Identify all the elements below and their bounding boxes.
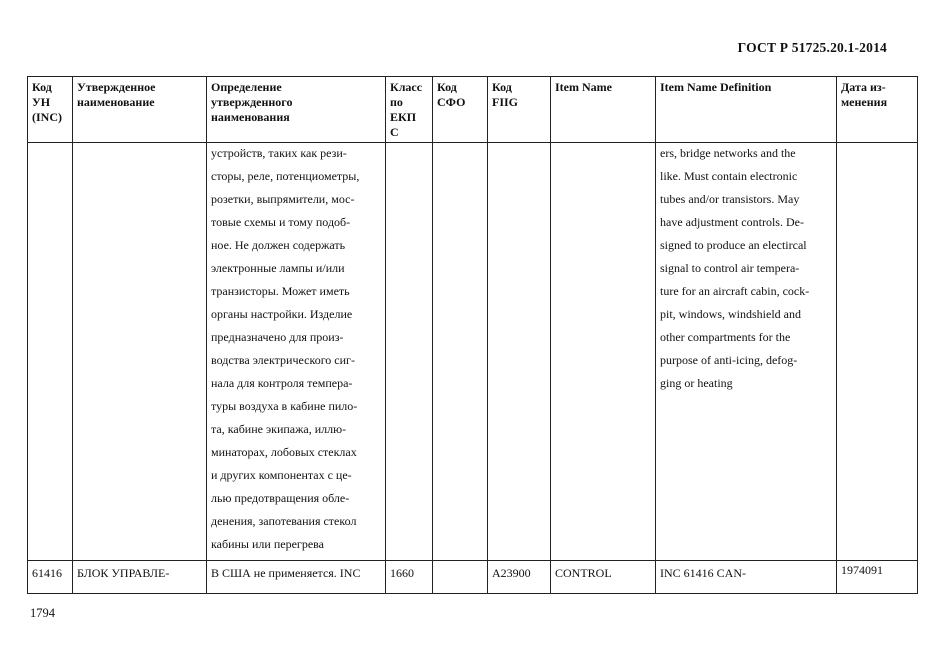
header-line: Код xyxy=(437,80,457,94)
table-row xyxy=(28,561,918,594)
header-line: УН xyxy=(32,95,51,109)
cell-sfo xyxy=(433,561,488,594)
cell-change-date: 1974091 xyxy=(837,561,918,594)
header-line: ЕКП xyxy=(390,110,417,124)
cell-fiig xyxy=(488,143,551,561)
text-line: денения, запотевания стекол xyxy=(211,514,357,528)
header-line: Item Name xyxy=(555,80,612,94)
cell-inc: 61416 xyxy=(28,561,73,594)
text-line: транзисторы. Может иметь xyxy=(211,284,350,298)
cell-definition-ru: В США не применяется. INC xyxy=(207,561,386,594)
cell-class xyxy=(386,143,433,561)
text-line: лью предотвращения обле- xyxy=(211,491,350,505)
col-header-item-definition xyxy=(656,77,837,143)
cell-definition-ru xyxy=(207,143,386,561)
text-line: ture for an aircraft cabin, cock- xyxy=(660,284,810,298)
col-header-change-date xyxy=(837,77,918,143)
col-header-sfo xyxy=(433,77,488,143)
cell-approved-name: БЛОК УПРАВЛЕ- xyxy=(73,561,207,594)
text-line: розетки, выпрямители, мос- xyxy=(211,192,355,206)
header-line: наименования xyxy=(211,110,290,124)
text-line: органы настройки. Изделие xyxy=(211,307,353,321)
nomenclature-table xyxy=(27,76,918,594)
header-line: наименование xyxy=(77,95,155,109)
text-line: та, кабине экипажа, иллю- xyxy=(211,422,347,436)
header-line: СФО xyxy=(437,95,466,109)
header-line: Item Name Definition xyxy=(660,80,772,94)
header-line: Код xyxy=(32,80,52,94)
text-line: электронные лампы и/или xyxy=(211,261,345,275)
cell-definition-en: INC 61416 CAN- xyxy=(656,561,837,594)
text-line: нала для контроля темпера- xyxy=(211,376,353,390)
text-line: минаторах, лобовых стеклах xyxy=(211,445,357,459)
text-line: устройств, таких как рези- xyxy=(211,146,347,160)
header-line: менения xyxy=(841,95,888,109)
header-line: (INC) xyxy=(32,110,62,124)
cell-change-date xyxy=(837,143,918,561)
standard-designation: ГОСТ Р 51725.20.1-2014 xyxy=(737,40,887,55)
cell-class: 1660 xyxy=(386,561,433,594)
text-line: signed to produce an electircal xyxy=(660,238,807,252)
cell-sfo xyxy=(433,143,488,561)
text-line: ging or heating xyxy=(660,376,733,390)
col-header-fiig xyxy=(488,77,551,143)
cell-inc xyxy=(28,143,73,561)
cell-fiig: A23900 xyxy=(488,561,551,594)
text-line: ers, bridge networks and the xyxy=(660,146,796,160)
text-line: purpose of anti-icing, defog- xyxy=(660,353,798,367)
col-header-inc xyxy=(28,77,73,143)
col-header-approved-name xyxy=(73,77,207,143)
text-line: ное. Не должен содержать xyxy=(211,238,346,252)
header-line: Утвержденное xyxy=(77,80,156,94)
text-line: signal to control air tempera- xyxy=(660,261,800,275)
text-line: tubes and/or transistors. May xyxy=(660,192,800,206)
text-line: и других компонентах с це- xyxy=(211,468,352,482)
cell-approved-name xyxy=(73,143,207,561)
text-line: кабины или перегрева xyxy=(211,537,324,551)
cell-item-name: CONTROL xyxy=(551,561,656,594)
header-line: FIIG xyxy=(492,95,519,109)
header-line: утвержденного xyxy=(211,95,293,109)
header-line: Класс xyxy=(390,80,423,94)
text-line: have adjustment controls. De- xyxy=(660,215,804,229)
col-header-item-name xyxy=(551,77,656,143)
text-line: водства электрического сиг- xyxy=(211,353,355,367)
text-line: other compartments for the xyxy=(660,330,791,344)
table-row xyxy=(28,143,918,561)
header-line: Код xyxy=(492,80,512,94)
header-line: Определение xyxy=(211,80,282,94)
col-header-class xyxy=(386,77,433,143)
text-line: like. Must contain electronic xyxy=(660,169,798,183)
table-header-row xyxy=(28,77,918,143)
header-line: по xyxy=(390,95,403,109)
text-line: туры воздуха в кабине пило- xyxy=(211,399,358,413)
header-line: Дата из- xyxy=(841,80,886,94)
text-line: сторы, реле, потенциометры, xyxy=(211,169,360,183)
definition-en-text xyxy=(660,143,832,399)
page-number: 1794 xyxy=(30,606,55,620)
cell-item-name xyxy=(551,143,656,561)
cell-definition-en xyxy=(656,143,837,561)
text-line: предназначено для произ- xyxy=(211,330,344,344)
text-line: товые схемы и тому подоб- xyxy=(211,215,351,229)
header-line: С xyxy=(390,125,399,139)
col-header-definition xyxy=(207,77,386,143)
text-line: pit, windows, windshield and xyxy=(660,307,801,321)
definition-ru-text xyxy=(211,143,381,560)
